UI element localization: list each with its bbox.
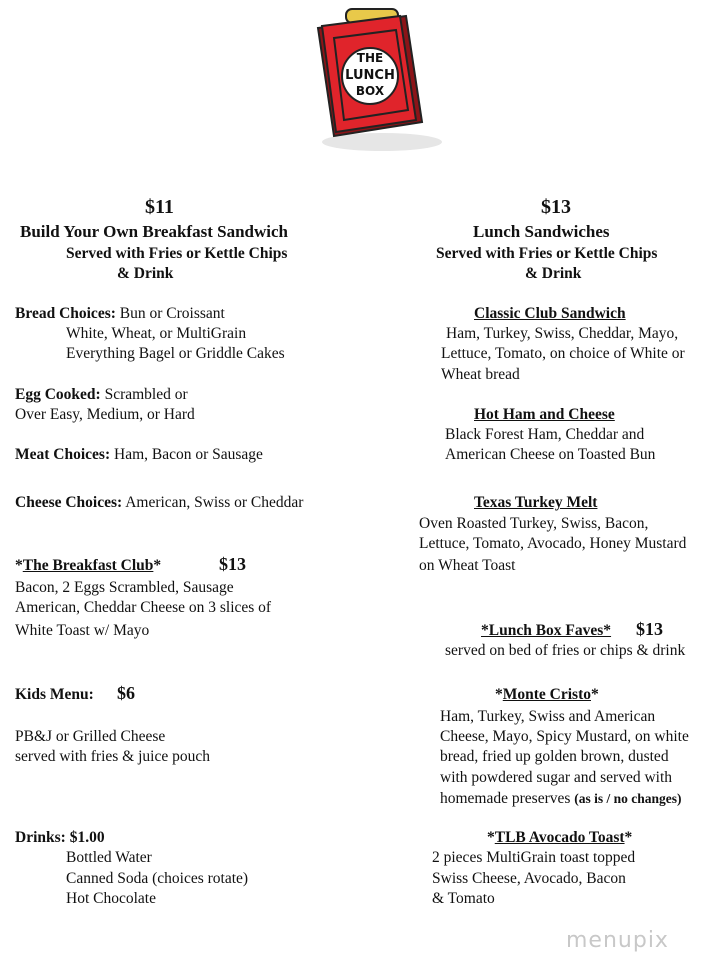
bread-choices xyxy=(15,304,225,324)
breakfast-club-line-2: American, Cheddar Cheese on 3 slices of xyxy=(15,599,272,616)
breakfast-served-2: & Drink xyxy=(117,265,174,282)
kids-menu-label: Kids Menu: xyxy=(15,686,94,703)
bread-line-1: Bun or Croissant xyxy=(115,305,225,322)
monte-line-4: with powdered sugar and served with xyxy=(440,769,673,786)
classic-club-line-3: Wheat bread xyxy=(441,366,520,383)
meat-value: Ham, Bacon or Sausage xyxy=(110,446,263,463)
toast-line-1: 2 pieces MultiGrain toast topped xyxy=(432,849,636,866)
drinks-item-2: Canned Soda (choices rotate) xyxy=(66,870,249,887)
monte-line-2: Cheese, Mayo, Spicy Mustard, on white xyxy=(440,728,689,745)
breakfast-club-name: The Breakfast Club xyxy=(22,557,154,574)
texas-line-1: Oven Roasted Turkey, Swiss, Bacon, xyxy=(419,515,649,532)
classic-club-line-2: Lettuce, Tomato, on choice of White or xyxy=(441,345,685,362)
classic-club-line-1: Ham, Turkey, Swiss, Cheddar, Mayo, xyxy=(446,325,679,342)
breakfast-title: Build Your Own Breakfast Sandwich xyxy=(20,222,288,241)
monte-note: (as is / no changes) xyxy=(574,791,682,806)
bread-line-2: White, Wheat, or MultiGrain xyxy=(66,325,247,342)
svg-text:BOX: BOX xyxy=(355,84,385,98)
egg-line-1: Scrambled or xyxy=(100,386,188,403)
kids-menu-price: $6 xyxy=(117,683,135,703)
lunch-box-faves-price: $13 xyxy=(636,619,663,639)
cheese-label: Cheese Choices: xyxy=(15,494,123,511)
monte-line-5: homemade preserves (as is / no changes) xyxy=(440,790,682,807)
egg-line-2: Over Easy, Medium, or Hard xyxy=(15,406,195,423)
monte-cristo-title: *Monte Cristo* xyxy=(495,686,599,703)
svg-text:THE: THE xyxy=(356,51,384,65)
drinks-item-1: Bottled Water xyxy=(66,849,152,866)
meat-choices xyxy=(15,445,263,465)
classic-club-name: Classic Club Sandwich xyxy=(474,305,626,322)
breakfast-price: $11 xyxy=(145,196,174,218)
texas-turkey-melt-name: Texas Turkey Melt xyxy=(474,494,598,511)
lunch-served-2: & Drink xyxy=(525,265,582,282)
cheese-value: American, Swiss or Cheddar xyxy=(122,494,304,511)
kids-line-2: served with fries & juice pouch xyxy=(15,748,210,765)
monte-line-3: bread, fried up golden brown, dusted xyxy=(440,748,669,765)
lunch-box-logo xyxy=(300,4,450,154)
lunch-price: $13 xyxy=(541,196,571,218)
tlb-avocado-toast-title: *TLB Avocado Toast* xyxy=(487,829,633,846)
svg-text:LUNCH: LUNCH xyxy=(345,68,395,83)
hot-ham-cheese-line-2: American Cheese on Toasted Bun xyxy=(445,446,656,463)
cheese-choices xyxy=(15,493,303,513)
menupix-watermark: menupix xyxy=(566,928,669,953)
kids-line-1: PB&J or Grilled Cheese xyxy=(15,728,166,745)
lunch-title: Lunch Sandwiches xyxy=(473,222,610,241)
hot-ham-cheese-line-1: Black Forest Ham, Cheddar and xyxy=(445,426,645,443)
texas-line-3: on Wheat Toast xyxy=(419,557,516,574)
meat-label: Meat Choices: xyxy=(15,446,111,463)
egg-label: Egg Cooked: xyxy=(15,386,101,403)
monte-cristo-name: Monte Cristo xyxy=(502,686,591,703)
breakfast-club-line-1: Bacon, 2 Eggs Scrambled, Sausage xyxy=(15,579,234,596)
breakfast-club-price: $13 xyxy=(219,554,246,574)
lunch-box-faves-title: *Lunch Box Faves* xyxy=(481,622,612,639)
bread-line-3: Everything Bagel or Griddle Cakes xyxy=(66,345,285,362)
bread-label: Bread Choices: xyxy=(15,305,116,322)
drinks-label: Drinks: $1.00 xyxy=(15,829,105,846)
lunch-served-1: Served with Fries or Kettle Chips xyxy=(436,245,658,262)
tlb-avocado-toast-name: TLB Avocado Toast xyxy=(494,829,625,846)
breakfast-club-line-3: White Toast w/ Mayo xyxy=(15,622,150,639)
egg-cooked xyxy=(15,385,188,405)
hot-ham-cheese-name: Hot Ham and Cheese xyxy=(474,406,615,423)
drinks-item-3: Hot Chocolate xyxy=(66,890,156,907)
texas-line-2: Lettuce, Tomato, Avocado, Honey Mustard xyxy=(419,535,687,552)
lunch-box-faves-desc: served on bed of fries or chips & drink xyxy=(445,642,686,659)
toast-line-3: & Tomato xyxy=(432,890,495,907)
monte-line-1: Ham, Turkey, Swiss and American xyxy=(440,708,656,725)
breakfast-served-1: Served with Fries or Kettle Chips xyxy=(66,245,288,262)
breakfast-club-title: *The Breakfast Club* xyxy=(15,557,162,574)
toast-line-2: Swiss Cheese, Avocado, Bacon xyxy=(432,870,626,887)
